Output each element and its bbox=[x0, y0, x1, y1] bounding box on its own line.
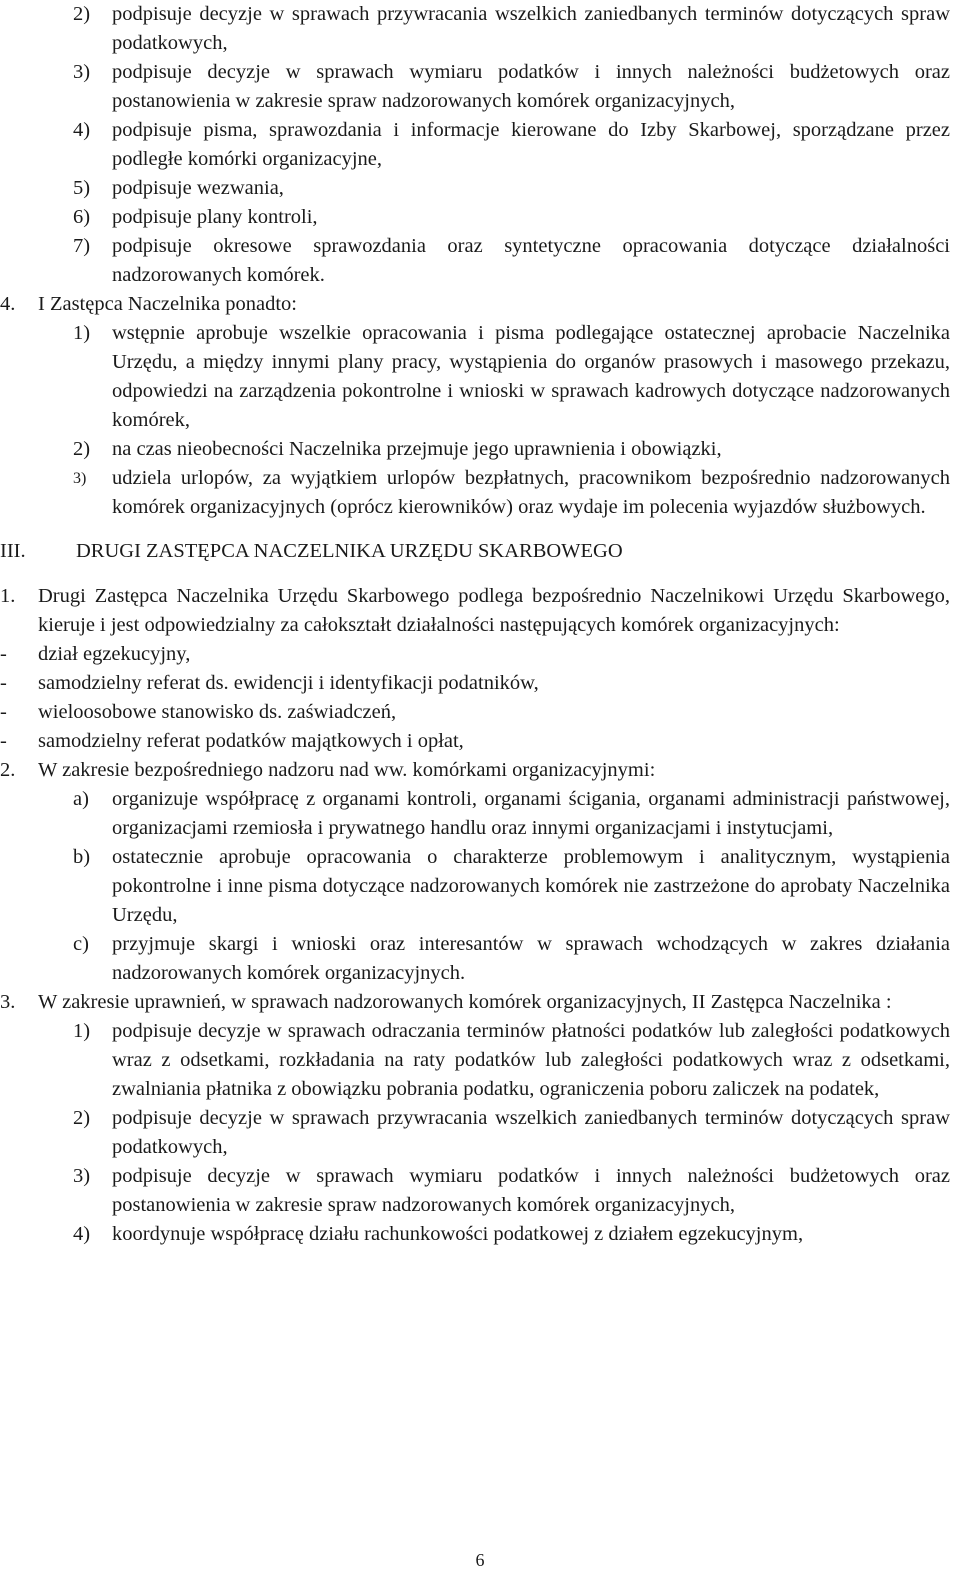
dash-item bbox=[0, 640, 960, 669]
list-item bbox=[0, 435, 960, 464]
item-text: udziela urlopów, za wyjątkiem urlopów bezpłatnych, pracownikom bezpośrednio nadzorowanych komórek organizacyjnych (oprócz kierowników) oraz wydaje im polecenia wyjazdów służbowych. bbox=[112, 467, 950, 518]
item-number: 3) bbox=[73, 470, 87, 487]
item-text: podpisuje pisma, sprawozdania i informacje kierowane do Izby Skarbowej, sporządzane przez podległe komórki organizacyjne, bbox=[112, 119, 950, 170]
list-item bbox=[0, 843, 960, 930]
section-title: DRUGI ZASTĘPCA NACZELNIKA URZĘDU SKARBOWEGO bbox=[76, 540, 623, 562]
item-number: 5) bbox=[73, 177, 91, 199]
dash-mark: - bbox=[0, 672, 7, 694]
item-number: 1) bbox=[73, 322, 91, 344]
dash-item bbox=[0, 698, 960, 727]
point-paragraph bbox=[0, 582, 960, 640]
point-text: W zakresie uprawnień, w sprawach nadzorowanych komórek organizacyjnych, II Zastępca Naczelnika : bbox=[38, 991, 892, 1013]
section-heading bbox=[0, 537, 960, 566]
section3-point-3 bbox=[0, 988, 960, 1249]
section-number: III. bbox=[0, 540, 26, 562]
item-text: podpisuje decyzje w sprawach przywracania wszelkich zaniedbanych terminów dotyczących spraw podatkowych, bbox=[112, 1107, 950, 1158]
list-item bbox=[0, 1220, 960, 1249]
point-paragraph bbox=[0, 756, 960, 785]
item-number: 2) bbox=[73, 3, 91, 25]
point-4 bbox=[0, 290, 960, 522]
item-text: wstępnie aprobuje wszelkie opracowania i pisma podlegające ostatecznej aprobacie Naczelnika Urzędu, a między innymi plany pracy, wystąpienia do organów prasowych i masowego przekazu, odpowiedzi na zarządzenia pokontrolne i wnioski w sprawach kadrowych dotyczące nadzorowanych komórek, bbox=[112, 322, 950, 431]
dash-text: wieloosobowe stanowisko ds. zaświadczeń, bbox=[38, 701, 397, 723]
section3-point-1 bbox=[0, 582, 960, 756]
list-item bbox=[0, 116, 960, 174]
list-item bbox=[0, 1017, 960, 1104]
point-number: 2. bbox=[0, 759, 16, 781]
point-number: 1. bbox=[0, 585, 16, 607]
point-number: 4. bbox=[0, 293, 16, 315]
item-text: organizuje współpracę z organami kontroli, organami ścigania, organami administracji państwowej, organizacjami rzemiosła i prywatnego handlu oraz innymi organizacjami i instytucjami, bbox=[112, 788, 950, 839]
top-list bbox=[0, 0, 960, 290]
item-letter: a) bbox=[73, 788, 89, 810]
list-item bbox=[0, 930, 960, 988]
item-number: 4) bbox=[73, 1223, 91, 1245]
dash-mark: - bbox=[0, 643, 7, 665]
item-text: na czas nieobecności Naczelnika przejmuje jego uprawnienia i obowiązki, bbox=[112, 438, 722, 460]
list-item bbox=[0, 1162, 960, 1220]
item-text: podpisuje decyzje w sprawach odraczania terminów płatności podatków lub zaległości podatkowych wraz z odsetkami, rozkładania na raty podatków lub zaległości podatkowych wraz z odsetkami, zwalniania płatnika z obowiązku pobrania podatku, ograniczenia poboru zaliczek na podatek, bbox=[112, 1020, 950, 1100]
point-number: 3. bbox=[0, 991, 16, 1013]
item-number: 4) bbox=[73, 119, 91, 141]
list-item bbox=[0, 464, 960, 522]
list-item bbox=[0, 785, 960, 843]
item-text: podpisuje okresowe sprawozdania oraz syntetyczne opracowania dotyczące działalności nadzorowanych komórek. bbox=[112, 235, 950, 286]
item-number: 2) bbox=[73, 438, 91, 460]
list-item bbox=[0, 1104, 960, 1162]
dash-mark: - bbox=[0, 730, 7, 752]
dash-text: dział egzekucyjny, bbox=[38, 643, 191, 665]
point-heading bbox=[0, 290, 960, 319]
dash-mark: - bbox=[0, 701, 7, 723]
list-item bbox=[0, 232, 960, 290]
section3-point-2 bbox=[0, 756, 960, 988]
point-text: I Zastępca Naczelnika ponadto: bbox=[38, 293, 297, 315]
list-item bbox=[0, 58, 960, 116]
item-number: 3) bbox=[73, 1165, 91, 1187]
item-text: podpisuje decyzje w sprawach przywracania wszelkich zaniedbanych terminów dotyczących spraw podatkowych, bbox=[112, 3, 950, 54]
item-number: 3) bbox=[73, 61, 91, 83]
list-item bbox=[0, 174, 960, 203]
list-item bbox=[0, 319, 960, 435]
item-letter: c) bbox=[73, 933, 89, 955]
item-number: 7) bbox=[73, 235, 91, 257]
item-number: 2) bbox=[73, 1107, 91, 1129]
point-text: W zakresie bezpośredniego nadzoru nad ww. komórkami organizacyjnymi: bbox=[38, 759, 656, 781]
list-item bbox=[0, 0, 960, 58]
item-text: ostatecznie aprobuje opracowania o charakterze problemowym i analitycznym, wystąpienia pokontrolne i inne pisma dotyczące nadzorowanych komórek nie zastrzeżone do aprobaty Naczelnika Urzędu, bbox=[112, 846, 950, 926]
item-number: 1) bbox=[73, 1020, 91, 1042]
dash-text: samodzielny referat podatków majątkowych i opłat, bbox=[38, 730, 464, 752]
item-text: przyjmuje skargi i wnioski oraz interesantów w sprawach wchodzących w zakres działania nadzorowanych komórek organizacyjnych. bbox=[112, 933, 950, 984]
item-text: podpisuje plany kontroli, bbox=[112, 206, 318, 228]
point-paragraph bbox=[0, 988, 960, 1017]
item-text: podpisuje decyzje w sprawach wymiaru podatków i innych należności budżetowych oraz postanowienia w zakresie spraw nadzorowanych komórek organizacyjnych, bbox=[112, 1165, 950, 1216]
item-text: koordynuje współpracę działu rachunkowości podatkowej z działem egzekucyjnym, bbox=[112, 1223, 804, 1245]
dash-item bbox=[0, 727, 960, 756]
item-letter: b) bbox=[73, 846, 91, 868]
item-text: podpisuje decyzje w sprawach wymiaru podatków i innych należności budżetowych oraz postanowienia w zakresie spraw nadzorowanych komórek organizacyjnych, bbox=[112, 61, 950, 112]
dash-item bbox=[0, 669, 960, 698]
list-item bbox=[0, 203, 960, 232]
item-text: podpisuje wezwania, bbox=[112, 177, 284, 199]
point-text: Drugi Zastępca Naczelnika Urzędu Skarbowego podlega bezpośrednio Naczelnikowi Urzędu Skarbowego, kieruje i jest odpowiedzialny za całokształt działalności następujących komórek organizacyjnych: bbox=[38, 585, 950, 636]
item-number: 6) bbox=[73, 206, 91, 228]
dash-text: samodzielny referat ds. ewidencji i identyfikacji podatników, bbox=[38, 672, 539, 694]
page-number: 6 bbox=[475, 1550, 485, 1570]
